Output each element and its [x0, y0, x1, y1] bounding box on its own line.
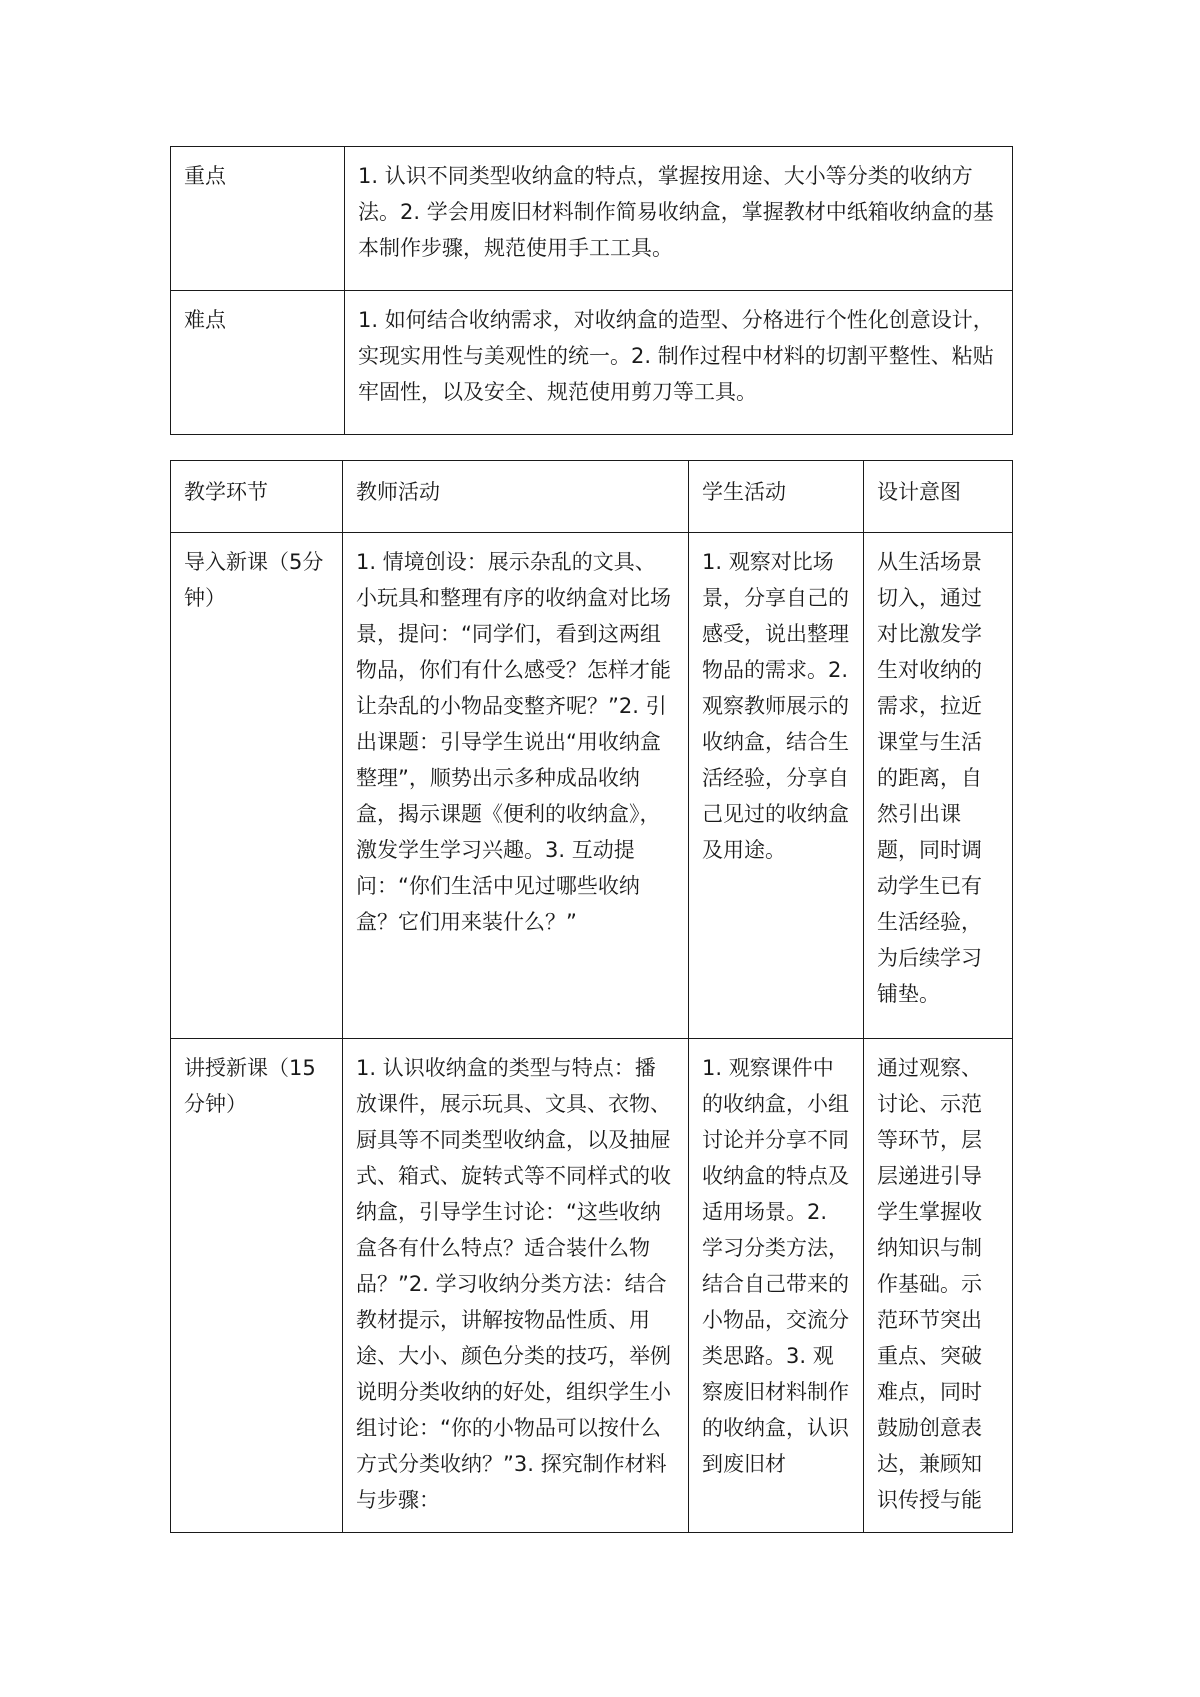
lesson-process-table: [170, 460, 1013, 1533]
stage-cell: 导入新课（5分钟）: [171, 533, 343, 1039]
table-row: [171, 1039, 1013, 1533]
teacher-activity-cell: [343, 1039, 689, 1533]
key-points-table: [170, 146, 1013, 435]
key-point-content: 1. 认识不同类型收纳盒的特点，掌握按用途、大小等分类的收纳方法。2. 学会用废旧材料制作简易收纳盒，掌握教材中纸箱收纳盒的基本制作步骤，规范使用手工工具。: [345, 147, 1013, 291]
table-row: [171, 533, 1013, 1039]
student-activity-cell: [689, 1039, 864, 1533]
design-intent-text: 通过观察、讨论、示范等环节，层层递进引导学生掌握收纳知识与制作基础。示范环节突出重点、突破难点，同时鼓励创意表达，兼顾知识传授与能: [877, 1056, 982, 1512]
header-teacher-activity: 教师活动: [343, 461, 689, 533]
teacher-activity-cell: 1. 情境创设：展示杂乱的文具、小玩具和整理有序的收纳盒对比场景，提问：“同学们，看到这两组物品，你们有什么感受？怎样才能让杂乱的小物品变整齐呢？”2. 引出课题：引导学生说出“用收纳盒整理”，顺势出示多种成品收纳盒，揭示课题《便利的收纳盒》，激发学生学习兴趣。3. 互动提问：“你们生活中见过哪些收纳盒？它们用来装什么？”: [343, 533, 689, 1039]
stage-cell: [171, 1039, 343, 1533]
table-row: [171, 291, 1013, 435]
table-row: [171, 147, 1013, 291]
header-stage: 教学环节: [171, 461, 343, 533]
difficulty-label: 难点: [171, 291, 345, 435]
difficulty-content: 1. 如何结合收纳需求，对收纳盒的造型、分格进行个性化创意设计，实现实用性与美观性的统一。2. 制作过程中材料的切割平整性、粘贴牢固性，以及安全、规范使用剪刀等工具。: [345, 291, 1013, 435]
teacher-activity-text: 1. 认识收纳盒的类型与特点：播放课件，展示玩具、文具、衣物、厨具等不同类型收纳盒，以及抽屉式、箱式、旋转式等不同样式的收纳盒，引导学生讨论：“这些收纳盒各有什么特点？适合装什么物品？”2. 学习收纳分类方法：结合教材提示，讲解按物品性质、用途、大小、颜色分类的技巧，举例说明分类收纳的好处，组织学生小组讨论：“你的小物品可以按什么方式分类收纳？”3. 探究制作材料与步骤：: [356, 1056, 671, 1512]
design-intent-cell: [864, 1039, 1013, 1533]
design-intent-cell: 从生活场景切入，通过对比激发学生对收纳的需求，拉近课堂与生活的距离，自然引出课题，同时调动学生已有生活经验，为后续学习铺垫。: [864, 533, 1013, 1039]
stage-text: 讲授新课（15分钟）: [184, 1056, 316, 1116]
key-point-label: 重点: [171, 147, 345, 291]
header-student-activity: 学生活动: [689, 461, 864, 533]
header-design-intent: 设计意图: [864, 461, 1013, 533]
table-header-row: [171, 461, 1013, 533]
student-activity-text: 1. 观察课件中的收纳盒，小组讨论并分享不同收纳盒的特点及适用场景。2. 学习分类方法，结合自己带来的小物品，交流分类思路。3. 观察废旧材料制作的收纳盒，认识到废旧材: [702, 1056, 849, 1476]
student-activity-cell: 1. 观察对比场景，分享自己的感受，说出整理物品的需求。2. 观察教师展示的收纳盒，结合生活经验，分享自己见过的收纳盒及用途。: [689, 533, 864, 1039]
